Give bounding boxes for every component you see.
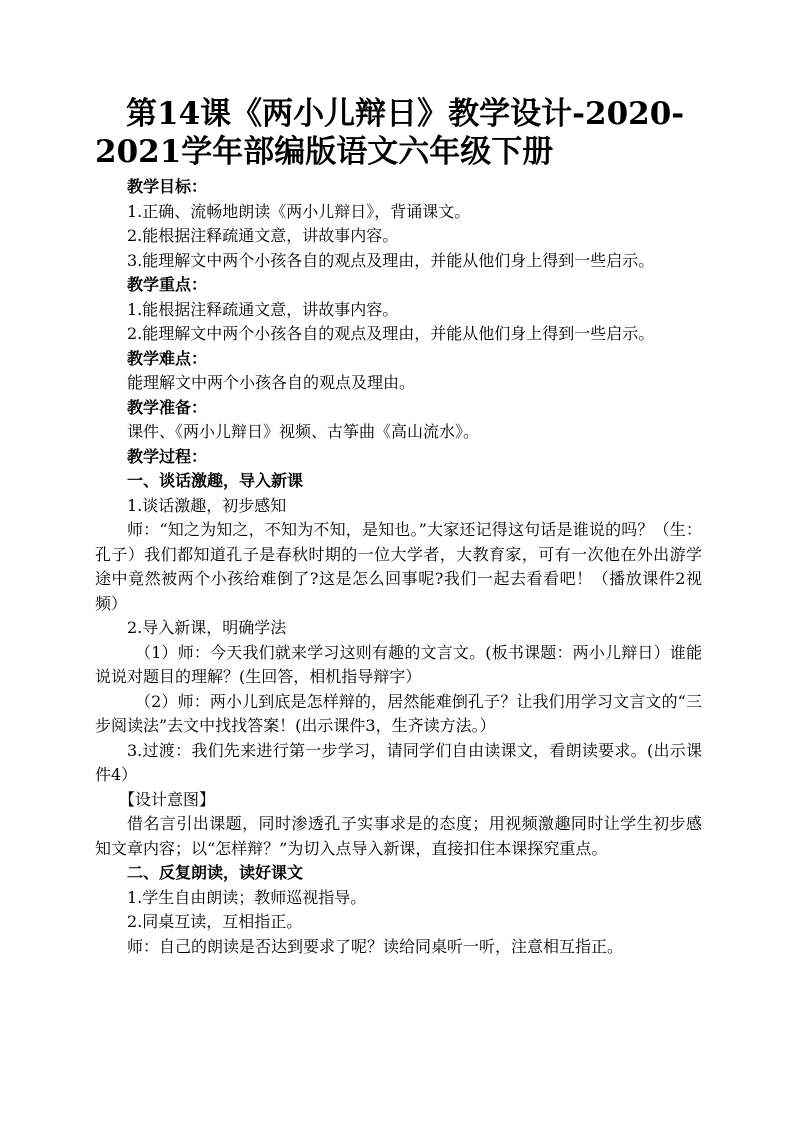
section-heading: 教学目标： xyxy=(127,177,208,196)
body-paragraph: 1.谈话激趣，初步感知 xyxy=(127,495,287,515)
body-paragraph: 2.能理解文中两个小孩各自的观点及理由，并能从他们身上得到一些启示。 xyxy=(127,324,655,343)
section-heading: 二、反复朗读，读好课文 xyxy=(127,863,304,882)
body-paragraph: 3.能理解文中两个小孩各自的观点及理由，并能从他们身上得到一些启示。 xyxy=(127,250,655,270)
section-heading: 教学重点： xyxy=(127,275,208,294)
body-paragraph: 1.能根据注释疏通文意，讲故事内容。 xyxy=(127,299,399,319)
sub-paragraph: （2）师：两小儿到底是怎样辩的，居然能难倒孔子？让我们用学习文言文的“三步阅读法”去文中找找答案！(出示课件3，生齐读方法。） xyxy=(95,691,702,735)
body-paragraph: 2.能根据注释疏通文意，讲故事内容。 xyxy=(127,226,399,245)
document-page xyxy=(95,95,702,959)
body-paragraph: 师：自己的朗读是否达到要求了呢？读给同桌听一听，注意相互指正。 xyxy=(127,936,624,956)
body-paragraph: 2.导入新课，明确学法 xyxy=(127,618,287,637)
body-paragraph: 2.同桌互读，互相指正。 xyxy=(127,912,303,931)
design-intent-label: 【设计意图】 xyxy=(119,789,216,809)
body-paragraph: 能理解文中两个小孩各自的观点及理由。 xyxy=(127,373,416,392)
document-title: 第14课《两小儿辩日》教学设计-2020-2021学年部编版语文六年级下册 xyxy=(95,96,685,170)
section-heading: 教学准备： xyxy=(127,397,208,417)
body-paragraph: 1.学生自由朗读；教师巡视指导。 xyxy=(127,887,367,907)
body-paragraph: 课件、《两小儿辩日》视频、古筝曲《高山流水》。 xyxy=(127,422,480,441)
section-heading: 一、谈话激趣，导入新课 xyxy=(127,471,304,490)
body-paragraph: 借名言引出课题，同时渗透孔子实事求是的态度；用视频激趣同时让学生初步感知文章内容；以“怎样辩？”为切入点导入新课，直接扣住本课探究重点。 xyxy=(95,814,702,858)
section-heading: 教学难点： xyxy=(127,348,208,368)
body-paragraph: 3.过渡：我们先来进行第一步学习，请同学们自由读课文，看朗读要求。(出示课件4） xyxy=(95,740,702,784)
body-paragraph: 师：“知之为知之，不知为不知，是知也。”大家还记得这句话是谁说的吗？（生：孔子）我们都知道孔子是春秋时期的一位大学者，大教育家，可有一次他在外出游学途中竟然被两个小孩给难倒了?这是怎么回事呢?我们一起去看看吧！（播放课件2视频） xyxy=(95,520,702,613)
body-paragraph: 1.正确、流畅地朗读《两小儿辩日》，背诵课文。 xyxy=(127,201,471,221)
document-body xyxy=(95,175,702,959)
section-heading: 教学过程： xyxy=(127,446,208,466)
sub-paragraph: （1）师：今天我们就来学习这则有趣的文言文。(板书课题：两小儿辩日）谁能说说对题目的理解？(生回答，相机指导辩字） xyxy=(95,642,702,686)
